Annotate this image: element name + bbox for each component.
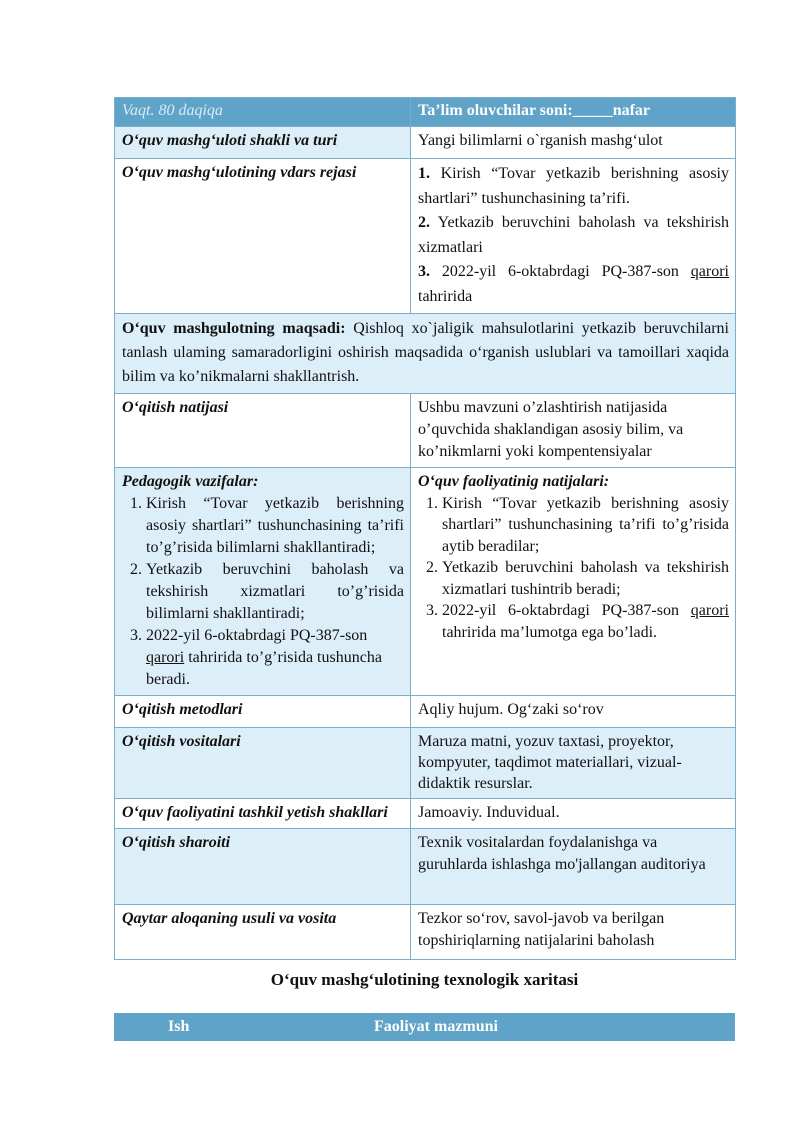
lesson-plan-table (114, 97, 736, 960)
row-label: Qaytar aloqaning usuli va vosita (115, 905, 411, 960)
list-item: 1. Kirish “Tovar yetkazib berishning asosiy shartlari” tushunchasining ta’rifi to’g’risida aytib beradilar; (442, 493, 729, 558)
row-label: O‘qitish metodlari (115, 696, 411, 728)
table-row (115, 696, 736, 728)
list-item: 3. 2022-yil 6-oktabrdagi PQ-387-son qarori tahririda ma’lumotga ega bo’ladi. (442, 600, 729, 643)
plan-item: 1. Kirish “Tovar yetkazib berishning asosiy shartlari” tushunchasining ta’rifi. (418, 165, 729, 207)
row-label: O‘qitish sharoiti (115, 829, 411, 905)
time-cell: Vaqt. 80 daqiqa (115, 98, 411, 127)
row-label: O‘qitish vositalari (115, 728, 411, 799)
row-value: Texnik vositalardan foydalanishga va guruhlarda ishlashga mo'jallangan auditoriya (411, 829, 736, 905)
row-value: Ushbu mavzuni o’zlashtirish natijasida o’quvchida shaklandigan asosiy bilim, va ko’nikmlarni yoki kompentensiyalar (411, 394, 736, 468)
table-row (115, 829, 736, 905)
row-value: Jamoaviy. Induvidual. (411, 799, 736, 829)
goal-row (115, 314, 736, 394)
header-row (115, 98, 736, 127)
row-label: O‘quv faoliyatini tashkil yetish shakllari (115, 799, 411, 829)
section-title: O‘quv mashg‘ulotining texnologik xaritasi (270, 970, 579, 989)
list-item: 1. Kirish “Tovar yetkazib berishning asosiy shartlari” tushunchasining ta’rifi to’g’risida bilimlarni shakllantiradi; (146, 493, 404, 559)
table-row (115, 728, 736, 799)
list-item: 3. 2022-yil 6-oktabrdagi PQ-387-son qarori tahririda to’g’risida tushuncha beradi. (146, 625, 404, 691)
plan-item: 3. 2022-yil 6-oktabrdagi PQ-387-son qarori tahririda (418, 263, 729, 305)
column-header-faoliyat: Faoliyat mazmuni (374, 1018, 498, 1035)
row-label: O‘quv mashg‘ulotining vdars rejasi (115, 159, 411, 314)
tasks-row (115, 468, 736, 696)
pedagogical-tasks-title: Pedagogik vazifalar: (122, 473, 259, 490)
pedagogical-tasks-cell (115, 468, 411, 696)
row-value: Maruza matni, yozuv taxtasi, proyektor, kompyuter, taqdimot materiallari, vizual-didaktik resurslar. (411, 728, 736, 799)
table-row (115, 159, 736, 314)
list-item: 2. Yetkazib beruvchini baholash va tekshirish xizmatlari to’g’risida bilimlarni shakllantiradi; (146, 559, 404, 625)
goal-cell: O‘quv mashgulotning maqsadi: Qishloq xo`jaligik mahsulotlarini yetkazib beruvchilarni tanlash ulaming samaradorligini oshirish maqsadida o‘rganish uslublari va tamoillari xaqida bilim va ko’nikmalarni shakllantrish. (115, 314, 736, 394)
row-value: Aqliy hujum. Og‘zaki so‘rov (411, 696, 736, 728)
list-item: 2. Yetkazib beruvchini baholash va tekshirish xizmatlari tushintrib beradi; (442, 557, 729, 600)
table-row (115, 905, 736, 960)
plan-item: 2. Yetkazib beruvchini baholash va tekshirish xizmatlari (418, 214, 729, 256)
row-label: O‘qitish natijasi (115, 394, 411, 468)
learning-results-list (418, 493, 729, 644)
learning-results-cell (411, 468, 736, 696)
table-row (115, 127, 736, 159)
tech-map-table-header (114, 1013, 735, 1041)
pedagogical-tasks-list (122, 493, 404, 691)
row-value: Yangi bilimlarni o`rganish mashg‘ulot (411, 127, 736, 159)
row-value: Tezkor so‘rov, savol-javob va berilgan topshiriqlarning natijalarini baholash (411, 905, 736, 960)
learning-results-title: O‘quv faoliyatinig natijalari: (418, 473, 610, 490)
column-header-ish: Ish (168, 1018, 190, 1035)
table-row (115, 394, 736, 468)
row-value (411, 159, 736, 314)
students-cell: Ta’lim oluvchilar soni:_____nafar (411, 98, 736, 127)
row-label: O‘quv mashg‘uloti shakli va turi (115, 127, 411, 159)
table-row (115, 799, 736, 829)
